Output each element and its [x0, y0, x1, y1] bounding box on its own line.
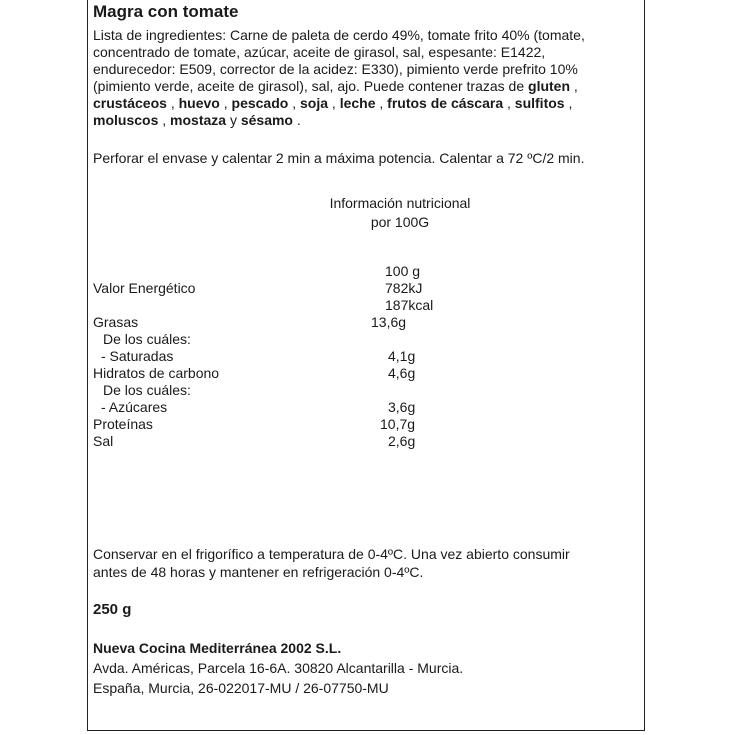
- salt-label: Sal: [93, 433, 114, 449]
- allergen-gluten: gluten: [528, 78, 571, 94]
- fat-of-which-label: De los cuáles:: [103, 331, 191, 347]
- preparation-instructions: Perforar el envase y calentar 2 min a máxima potencia. Calentar a 72 ºC/2 min.: [93, 150, 585, 166]
- allergen-separator: y: [226, 112, 241, 128]
- allergen-moluscos: moluscos: [93, 112, 159, 128]
- allergen-sulfitos: sulfitos: [514, 95, 565, 111]
- allergen-soja: soja: [300, 95, 329, 111]
- company-name: Nueva Cocina Mediterránea 2002 S.L.: [93, 640, 342, 656]
- allergen-frutos-de-cascara: frutos de cáscara: [387, 95, 504, 111]
- ingredients-line-2: concentrado de tomate, azúcar, aceite de girasol, sal, espesante: E1422,: [93, 44, 546, 60]
- allergen-separator: ,: [328, 95, 340, 111]
- carbs-value: 4,6g: [388, 365, 416, 381]
- nutrition-column-header: 100 g: [385, 263, 421, 279]
- ingredients-line-6: [93, 112, 638, 129]
- ingredients-line-4: [93, 78, 638, 95]
- allergen-separator: ,: [219, 95, 232, 111]
- saturated-value: 4,1g: [388, 348, 416, 364]
- company-info: [93, 638, 463, 698]
- carbs-label: Hidratos de carbono: [93, 365, 220, 381]
- allergen-leche: leche: [339, 95, 376, 111]
- allergen-separator: ,: [288, 95, 300, 111]
- company-address-2: España, Murcia, 26-022017-MU / 26-07750-MU: [93, 680, 389, 696]
- ingredients-list: [93, 27, 638, 129]
- allergen-sesamo: sésamo: [240, 112, 293, 128]
- energy-kcal-value: 187kcal: [385, 297, 434, 313]
- ingredients-line-4-text: (pimiento verde, aceite de girasol), sal, ajo. Puede contener trazas de: [93, 78, 529, 94]
- ingredients-line-5: [93, 95, 638, 112]
- ingredients-end: .: [293, 112, 301, 128]
- energy-kj-value: 782kJ: [385, 280, 423, 296]
- company-address-1: Avda. Américas, Parcela 16-6A. 30820 Alcantarilla - Murcia.: [93, 660, 464, 676]
- nutrition-header-title: Información nutricional: [329, 195, 471, 211]
- carbs-of-which-label: De los cuáles:: [103, 382, 191, 398]
- allergen-huevo: huevo: [178, 95, 220, 111]
- protein-label: Proteínas: [93, 416, 153, 432]
- allergen-separator: ,: [570, 78, 578, 94]
- nutrition-header: [300, 194, 500, 232]
- allergen-separator: ,: [375, 95, 388, 111]
- sugars-label: - Azúcares: [101, 399, 168, 415]
- net-weight: 250 g: [93, 601, 132, 618]
- storage-line-1: Conservar en el frigorífico a temperatura de 0-4ºC. Una vez abierto consumir: [93, 546, 570, 562]
- allergen-mostaza: mostaza: [170, 112, 227, 128]
- product-title: Magra con tomate: [93, 2, 239, 21]
- nutrition-header-basis: por 100G: [370, 214, 430, 230]
- allergen-separator: ,: [166, 95, 179, 111]
- fat-label: Grasas: [93, 314, 139, 330]
- allergen-separator: ,: [158, 112, 171, 128]
- allergen-crustaceos: crustáceos: [93, 95, 167, 111]
- fat-value: 13,6g: [371, 314, 407, 330]
- allergen-separator: ,: [564, 95, 573, 111]
- storage-line-2: antes de 48 horas y mantener en refrigeración 0-4ºC.: [93, 564, 424, 580]
- allergen-separator: ,: [503, 95, 515, 111]
- ingredients-line-1: Lista de ingredientes: Carne de paleta de cerdo 49%, tomate frito 40% (tomate,: [93, 27, 585, 43]
- sugars-value: 3,6g: [388, 399, 416, 415]
- protein-value: 10,7g: [380, 416, 416, 432]
- energy-label: Valor Energético: [93, 280, 196, 296]
- storage-instructions: [93, 545, 570, 581]
- allergen-pescado: pescado: [231, 95, 289, 111]
- salt-value: 2,6g: [388, 433, 416, 449]
- saturated-label: - Saturadas: [101, 348, 174, 364]
- ingredients-line-3: endurecedor: E509, corrector de la acidez: E330), pimiento verde prefrito 10%: [93, 61, 578, 77]
